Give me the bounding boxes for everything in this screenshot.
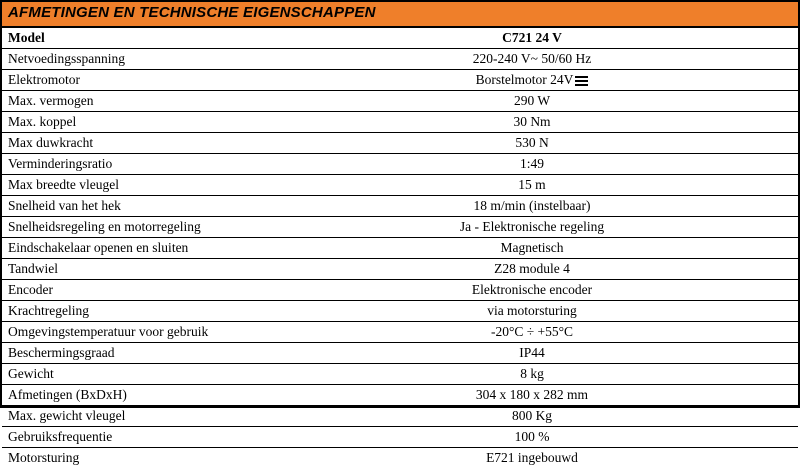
table-row <box>2 426 798 447</box>
row-value: 304 x 180 x 282 mm <box>266 384 798 405</box>
table-row <box>2 216 798 237</box>
row-label: Beschermingsgraad <box>2 342 266 363</box>
table-row <box>2 300 798 321</box>
row-label: Max. vermogen <box>2 90 266 111</box>
table-header-label: Model <box>8 29 45 45</box>
row-value: 530 N <box>266 132 798 153</box>
table-row <box>2 342 798 363</box>
row-label: Gebruiksfrequentie <box>2 426 266 447</box>
specifications-table <box>2 28 798 468</box>
table-row <box>2 447 798 468</box>
table-row <box>2 258 798 279</box>
table-row <box>2 174 798 195</box>
row-value: Ja - Elektronische regeling <box>266 216 798 237</box>
table-row <box>2 321 798 342</box>
table-body <box>2 28 798 468</box>
row-value: 30 Nm <box>266 111 798 132</box>
table-row <box>2 90 798 111</box>
row-label: Encoder <box>2 279 266 300</box>
table-row <box>2 405 798 426</box>
row-label: Verminderingsratio <box>2 153 266 174</box>
row-label: Snelheid van het hek <box>2 195 266 216</box>
row-value: 1:49 <box>266 153 798 174</box>
table-row <box>2 111 798 132</box>
row-value-text: Borstelmotor 24V <box>475 71 574 87</box>
table-header-row <box>2 28 798 49</box>
row-value: Elektronische encoder <box>266 279 798 300</box>
row-label: Snelheidsregeling en motorregeling <box>2 216 266 237</box>
row-value: IP44 <box>266 342 798 363</box>
row-value: 290 W <box>266 90 798 111</box>
table-row <box>2 384 798 405</box>
row-label: Max. koppel <box>2 111 266 132</box>
row-value: E721 ingebouwd <box>266 447 798 468</box>
table-row <box>2 153 798 174</box>
section-title: AFMETINGEN EN TECHNISCHE EIGENSCHAPPEN <box>2 2 798 28</box>
row-label: Max duwkracht <box>2 132 266 153</box>
row-value: Z28 module 4 <box>266 258 798 279</box>
row-label: Tandwiel <box>2 258 266 279</box>
row-label: Max. gewicht vleugel <box>2 405 266 426</box>
row-value: 220-240 V~ 50/60 Hz <box>266 48 798 69</box>
row-label: Eindschakelaar openen en sluiten <box>2 237 266 258</box>
row-label: Afmetingen (BxDxH) <box>2 384 266 405</box>
row-value: 8 kg <box>266 363 798 384</box>
row-value <box>266 69 798 90</box>
row-label: Netvoedingsspanning <box>2 48 266 69</box>
row-value: Magnetisch <box>266 237 798 258</box>
row-label: Motorsturing <box>2 447 266 468</box>
row-label: Max breedte vleugel <box>2 174 266 195</box>
row-value: 800 Kg <box>266 405 798 426</box>
row-value: via motorsturing <box>266 300 798 321</box>
row-label: Omgevingstemperatuur voor gebruik <box>2 321 266 342</box>
dc-current-icon <box>575 75 588 85</box>
table-header-value: C721 24 V <box>502 29 562 45</box>
table-row <box>2 48 798 69</box>
table-row <box>2 363 798 384</box>
row-label: Elektromotor <box>2 69 266 90</box>
row-label: Krachtregeling <box>2 300 266 321</box>
row-value: 100 % <box>266 426 798 447</box>
row-value: -20°C ÷ +55°C <box>266 321 798 342</box>
table-row <box>2 132 798 153</box>
table-row <box>2 279 798 300</box>
row-value: 15 m <box>266 174 798 195</box>
table-row <box>2 195 798 216</box>
table-row <box>2 237 798 258</box>
row-value: 18 m/min (instelbaar) <box>266 195 798 216</box>
row-label: Gewicht <box>2 363 266 384</box>
table-row <box>2 69 798 90</box>
